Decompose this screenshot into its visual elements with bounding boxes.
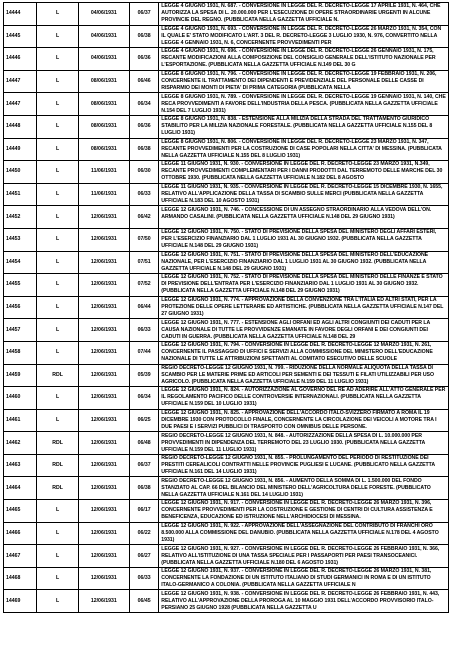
act-description-cell <box>159 183 449 206</box>
laws-table-body <box>4 3 449 613</box>
act-date-cell: 08/06/1931 <box>78 115 129 138</box>
act-date-cell: 04/06/1931 <box>78 25 129 48</box>
act-description-text: LEGGE 8 GIUGNO 1931, N. 796. - CONVERSIONE IN LEGGE DEL R. DECRETO-LEGGE 19 FEBBRAIO 1931, N. 206, CONCERNENTE IL TRATTAMENTO DEI DIPENDENTI E PREVIDENZIALE DEL PERSONALE DELLE CASSE DI RISPARMIO DEI MONTI DI PIETA' DI PRIMA CATEGORIA (PUBBLICATA NELLA <box>161 71 437 92</box>
act-description-cell <box>159 48 449 71</box>
act-date-cell: 12/06/1931 <box>78 500 129 523</box>
act-description-cell <box>159 522 449 545</box>
act-description-cell <box>159 319 449 342</box>
act-date-cell: 12/06/1931 <box>78 296 129 319</box>
act-description-cell <box>159 70 449 93</box>
act-description-text: REGIO DECRETO-LEGGE 12 GIUGNO 1931, N. 855. - PROLUNGAMENTO DEL PERIODO DI RESTITUZIONE DEI PRESTITI CEREALICOLI CONTRATTI NELLE PROVINCIE PUGLIESI E LUCANE. (PUBBLICATO NELLA GAZZETTA UFFICIALE N.161 DEL 14 LUGLIO 1931) <box>161 455 435 476</box>
act-type-cell: L <box>37 590 78 613</box>
table-row <box>4 70 449 93</box>
table-row <box>4 183 449 206</box>
act-type-cell: L <box>37 319 78 342</box>
act-type-cell: L <box>37 522 78 545</box>
act-code-cell: 06/38 <box>129 138 158 161</box>
act-description-cell <box>159 93 449 116</box>
act-description-cell <box>159 115 449 138</box>
row-number-cell: 14464 <box>4 477 37 500</box>
table-row <box>4 48 449 71</box>
row-number-cell: 14461 <box>4 409 37 432</box>
row-number-cell: 14449 <box>4 138 37 161</box>
act-type-cell: L <box>37 93 78 116</box>
act-description-text: REGIO DECRETO-LEGGE 12 GIUGNO 1931, N. 799. - RIDUZIONE DELLA NORMALE ALIQUOTA DELLA TASSA DI SCAMBIO PER LE MATERIE PRIME ED ARTICOLI PER SEMENTI E DEI TESSUTI E FILATI UTILIZZABILI PER USO AGRICOLO. (PUBBLICATA NELLA GAZZETTA UFFICIALE N.159 DEL 11 LUGLIO 1931) <box>161 364 434 385</box>
act-description-cell <box>159 3 449 26</box>
table-row <box>4 115 449 138</box>
table-row <box>4 228 449 251</box>
act-code-cell: 06/42 <box>129 206 158 229</box>
act-description-text: REGIO DECRETO-LEGGE 12 GIUGNO 1931, N. 856. - AUMENTO DELLA SOMMA DI L. 1.500.000 DEL FONDO STANZIATO AL CAP. 66 DEL BILANCIO DEL MINISTERO DELL'AGRICOLTURA DELLE FORESTE. (PUBBLICATO NELLA GAZZETTA UFFICIALE N.161 DEL 14 LUGLIO 1931) <box>161 477 431 498</box>
act-date-cell: 04/06/1931 <box>78 3 129 26</box>
act-date-cell: 12/06/1931 <box>78 567 129 590</box>
row-number-cell: 14456 <box>4 296 37 319</box>
act-date-cell: 12/06/1931 <box>78 387 129 410</box>
row-number-cell: 14458 <box>4 341 37 364</box>
act-description-cell <box>159 138 449 161</box>
act-code-cell: 06/34 <box>129 387 158 410</box>
act-code-cell: 06/27 <box>129 545 158 568</box>
act-type-cell: L <box>37 228 78 251</box>
row-number-cell: 14447 <box>4 93 37 116</box>
act-code-cell: 06/46 <box>129 70 158 93</box>
act-date-cell: 12/06/1931 <box>78 364 129 387</box>
row-number-cell: 14463 <box>4 454 37 477</box>
act-type-cell: L <box>37 387 78 410</box>
table-row <box>4 454 449 477</box>
act-date-cell: 12/06/1931 <box>78 274 129 297</box>
act-type-cell: L <box>37 115 78 138</box>
act-description-text: LEGGE 12 GIUGNO 1931, N. 752. - STATO DI PREVISIONE DELLA SPESA DEL MINISTERO DELLE FINANZE E STATO DI PREVISIONE DELL'ENTRATA PER L'ESERCIZIO FINANZIARIO DAL 1 LUGLIO 1931 AL 30 GIUGNO 1932. (PUBBLICATA NELLA GAZZETTA UFFICIALE N.148 DEL 29 GIUGNO 1931) <box>161 274 443 295</box>
act-description-text: LEGGE 4 GIUGNO 1931, N. 696. - CONVERSIONE IN LEGGE DEL R. DECRETO-LEGGE 26 GENNAIO 1931, N. 175, RECANTE MODIFICAZIONI ALLA COMPOSIZIONE DEL CONSIGLIO GENERALE DELL'ISTITUTO NAZIONALE PER L'ESPORTAZIONE. (PUBBLICATA NELLA GAZZETTA UFFICIALE N.149 DEL 30 G <box>161 48 436 69</box>
act-type-cell: L <box>37 251 78 274</box>
table-row <box>4 522 449 545</box>
act-description-cell <box>159 364 449 387</box>
act-description-cell <box>159 432 449 455</box>
act-description-text: LEGGE 4 GIUGNO 1931, N. 687. - CONVERSIONE IN LEGGE DEL R. DECRETO-LEGGE 17 APRILE 1931, N. 464, CHE AUTORIZZA LA SPESA DI L. 20.000.000 PER L'ESECUZIONE DI OPERE STRAORDINARIE URGENTI IN ALCUNE PROVINCIE DEL REGNO. (PUBBLICATA NELLA GAZZETTA UFFICIALE N. <box>161 3 441 24</box>
act-type-cell: L <box>37 183 78 206</box>
act-type-cell: L <box>37 3 78 26</box>
act-type-cell: L <box>37 341 78 364</box>
act-code-cell: 07/51 <box>129 251 158 274</box>
table-row <box>4 477 449 500</box>
act-date-cell: 12/06/1931 <box>78 206 129 229</box>
table-row <box>4 341 449 364</box>
act-code-cell: 06/38 <box>129 25 158 48</box>
row-number-cell: 14450 <box>4 161 37 184</box>
act-type-cell: L <box>37 500 78 523</box>
row-number-cell: 14447 <box>4 70 37 93</box>
act-type-cell: L <box>37 48 78 71</box>
act-description-text: LEGGE 11 GIUGNO 1931, N. 935. - CONVERSIONE IN LEGGE DEL R. DECRETO-LEGGE 15 DICEMBRE 1930, N. 1655, RELATIVO ALL'APPLICAZIONE DELLA TASSA DI SCAMBIO SULLE MERCI (PUBBLICATA NELLA GAZZETTA UFFICIALE N.183 DEL 10 AGOSTO 1931) <box>161 184 443 205</box>
act-code-cell: 06/45 <box>129 590 158 613</box>
act-description-text: LEGGE 12 GIUGNO 1931, N. 750. - STATO DI PREVISIONE DELLA SPESA DEL MINISTERO DEGLI AFFARI ESTERI, PER L'ESERCIZIO FINANZIARIO DAL 1 LUGLIO 1931 AL 30 GIUGNO 1932. (PUBBLICATA NELLA GAZZETTA UFFICIALE N.148 DEL 29 GIUGNO 1931) <box>161 229 437 250</box>
act-description-cell <box>159 590 449 613</box>
act-code-cell: 06/37 <box>129 454 158 477</box>
act-type-cell: L <box>37 274 78 297</box>
act-date-cell: 11/06/1931 <box>78 161 129 184</box>
table-row <box>4 432 449 455</box>
act-description-text: LEGGE 12 GIUGNO 1931, N. 922. - APPROVAZIONE DELL'ASSEGNAZIONE DEL CONTRIBUTO DI FRANCHI ORO 8.500.000 ALLA COMMISSIONE DEL DANUBIO. (PUBBLICATA NELLA GAZZETTA UFFICIALE N.178 DEL 4 AGOSTO 1931) <box>161 522 439 543</box>
act-description-cell <box>159 341 449 364</box>
row-number-cell: 14455 <box>4 274 37 297</box>
act-type-cell: RDL <box>37 432 78 455</box>
act-description-cell <box>159 25 449 48</box>
row-number-cell: 14469 <box>4 590 37 613</box>
act-code-cell: 07/44 <box>129 341 158 364</box>
row-number-cell: 14452 <box>4 206 37 229</box>
act-type-cell: RDL <box>37 364 78 387</box>
act-description-cell <box>159 161 449 184</box>
act-code-cell: 06/37 <box>129 3 158 26</box>
act-description-text: LEGGE 12 GIUGNO 1931, N. 751. - STATO DI PREVISIONE DELLA SPESA DEL MINISTERO DELL'EDUCAZIONE NAZIONALE, PER L'ESERCIZIO FINANZIARIO DAL 1 LUGLIO 1931 AL 30 GIUGNO 1932. (PUBBLICATA NELLA GAZZETTA UFFICIALE N.148 DEL 29 GIUGNO 1931) <box>161 251 429 272</box>
act-date-cell: 08/06/1931 <box>78 93 129 116</box>
act-description-text: LEGGE 11 GIUGNO 1931, N. 930. - CONVERSIONE IN LEGGE DEL R. DECRETO-LEGGE 23 MARZO 1931, N.349, RECANTE PROVVEDIMENTI COMPLEMENTARI PER I DANNI PRODOTTI DAL TERREMOTO DELLE MARCHE DEL 30 OTTOBRE 1930. (PUBBLICATA NELLA GAZZETTA UFFICIALE N.182 DEL 8 AGOSTO <box>161 161 443 182</box>
act-date-cell: 12/06/1931 <box>78 545 129 568</box>
row-number-cell: 14465 <box>4 500 37 523</box>
act-code-cell: 06/38 <box>129 477 158 500</box>
act-description-text: LEGGE 4 GIUGNO 1931, N. 693. - CONVERSIONE IN LEGGE DEL R. DECRETO-LEGGE 26 MARZO 1931, N. 354, CON IL QUALE E' STATO MODIFICATO L'ART. 3 DEL R. DECRETO-LEGGE 3 LUGLIO 1930, N. 976, CONVERTITO NELLA LEGGE 4 GENNAIO 1931, N. 6, CONCERNENTE PROVVEDIMENTI PER <box>161 25 442 46</box>
act-description-cell <box>159 296 449 319</box>
act-type-cell: L <box>37 70 78 93</box>
row-number-cell: 14453 <box>4 228 37 251</box>
act-description-text: LEGGE 8 GIUGNO 1931, N. 789. - CONVERSIONE IN LEGGE DEL R. DECRETO-LEGGE 19 GENNAIO 1931, N. 140, CHE RECA PROVVEDIMENTI A FAVORE DELL'INDUSTRIA DELLA PESCA. (PUBBLICATA NELLA GAZZETTA UFFICIALE N.154 DEL 7 LUGLIO 1931) <box>161 93 446 114</box>
act-description-cell <box>159 409 449 432</box>
act-date-cell: 12/06/1931 <box>78 228 129 251</box>
act-code-cell: 06/33 <box>129 567 158 590</box>
row-number-cell: 14451 <box>4 183 37 206</box>
act-type-cell: RDL <box>37 454 78 477</box>
act-description-cell <box>159 500 449 523</box>
act-description-cell <box>159 477 449 500</box>
table-row <box>4 93 449 116</box>
act-type-cell: L <box>37 545 78 568</box>
act-date-cell: 12/06/1931 <box>78 432 129 455</box>
row-number-cell: 14445 <box>4 25 37 48</box>
row-number-cell: 14459 <box>4 364 37 387</box>
act-date-cell: 12/06/1931 <box>78 341 129 364</box>
act-code-cell: 07/52 <box>129 274 158 297</box>
act-code-cell: 06/17 <box>129 500 158 523</box>
act-code-cell: 06/36 <box>129 48 158 71</box>
table-row <box>4 274 449 297</box>
act-date-cell: 12/06/1931 <box>78 477 129 500</box>
act-description-text: LEGGE 8 GIUGNO 1931, N. 806. - CONVERSIONE IN LEGGE DEL R. DECRETO-LEGGE 23 MARZO 1931, N. 347, RECANTE PROVVEDIMENTI PER LA COSTRUZIONE DI CASE POPOLARI NELLA CITTA' DI MESSINA. (PUBBLICATA NELLA GAZZETTA UFFICIALE N.155 DEL 8 LUGLIO 1931) <box>161 138 442 159</box>
row-number-cell: 14446 <box>4 48 37 71</box>
act-type-cell: L <box>37 296 78 319</box>
act-type-cell: L <box>37 567 78 590</box>
act-description-cell <box>159 206 449 229</box>
table-row <box>4 319 449 342</box>
act-description-text: REGIO DECRETO-LEGGE 12 GIUGNO 1931, N. 848. - AUTORIZZAZIONE DELLA SPESA DI L. 10.000.000 PER PROVVEDIMENTI IN DIPENDENZA DEL TERREMOTO DEL 23 LUGLIO 1930. (PUBBLICATA NELLA GAZZETTA UFFICIALE N.159 DEL 11 LUGLIO 1931) <box>161 432 426 453</box>
act-description-text: LEGGE 12 GIUGNO 1931, N. 927. - CONVERSIONE IN LEGGE DEL R. DECRETO-LEGGE 26 FEBBRAIO 1931, N. 366, RELATIVO ALL'ISTITUZIONE DI UNA TASSA SPECIALE PER I PASSAPORTI PER PAESI TRANSOCEANICI. (PUBBLICATA NELLA GAZZETTA UFFICIALE N.180 DEL 6 AGOSTO 1931) <box>161 545 440 566</box>
act-description-text: LEGGE 8 GIUGNO 1931, N. 838. - ESTENSIONE ALLA MILIZIA DELLA STRADA DEL TRATTAMENTO GIURIDICO STABILITO PER LA MILIZIA NAZIONALE FORESTALE. (PUBBLICATA NELLA GAZZETTA UFFICIALE N.155 DEL 8 LUGLIO 1931) <box>161 116 433 137</box>
row-number-cell: 14454 <box>4 251 37 274</box>
laws-table <box>3 2 449 613</box>
act-date-cell: 12/06/1931 <box>78 522 129 545</box>
act-description-text: LEGGE 12 GIUGNO 1931, N. 774. - APPROVAZIONE DELLA CONVENZIONE TRA L'ITALIA ED ALTRI STATI, PER LA PROTEZIONE DELLE OPERE LETTERARIE ED ARTISTICHE. (PUBBLICATA NELLA GAZZETTA UFFICIALE N.147 DEL 27 GIUGNO 1931) <box>161 297 444 318</box>
act-date-cell: 12/06/1931 <box>78 319 129 342</box>
row-number-cell: 14457 <box>4 319 37 342</box>
table-row <box>4 545 449 568</box>
act-type-cell: RDL <box>37 477 78 500</box>
act-description-cell <box>159 567 449 590</box>
act-description-cell <box>159 274 449 297</box>
table-row <box>4 3 449 26</box>
act-description-text: LEGGE 12 GIUGNO 1931, N. 794. - CONVERSIONE IN LEGGE DEL R. DECRETO-LEGGE 12 MARZO 1931, N. 261, CONCERNENTE IL PASSAGGIO DI UFFICI E SERVIZI ALLA COMMISSIONE DEL MINISTERO DELL'EDUCAZIONE NAZIONALE DI TUTTE LE ATTRIBUZIONI SPETTANTI AL COMITATO ESECUTIVO DELLE SCUOLE <box>161 342 433 363</box>
act-description-cell <box>159 251 449 274</box>
act-date-cell: 08/06/1931 <box>78 70 129 93</box>
act-code-cell: 05/39 <box>129 364 158 387</box>
row-number-cell: 14462 <box>4 432 37 455</box>
act-date-cell: 12/06/1931 <box>78 251 129 274</box>
act-description-cell <box>159 454 449 477</box>
act-date-cell: 12/06/1931 <box>78 454 129 477</box>
act-description-text: LEGGE 12 GIUGNO 1931, N. 825. - APPROVAZIONE DELL'ACCORDO ITALO-SVIZZERO FIRMATO A ROMA IL 19 DICEMBRE 1930 CON PROTOCOLLO FINALE, CONCERNENTE LA CIRCOLAZIONE DEI VEICOLI A MOTORE TRA I DUE PAESI E I SERVIZI PUBBLICI DI TRASPORTO CON OMNIBUS DELLE PERSONE. <box>161 409 437 430</box>
act-description-text: LEGGE 12 GIUGNO 1931, N. 937. - CONVERSIONE IN LEGGE DEL R. DECRETO-LEGGE 26 MARZO 1931, N. 381, CONCERNENTE LA FONDAZIONE DI UN ISTITUTO ITALIANO DI STUDI GERMANICI IN ROMA E DI UN ISTITUTO ITALO-GERMANICO A COLONIA. (PUBBLICATA NELLA GAZZETTA UFFICIALE N <box>161 568 432 589</box>
act-code-cell: 06/44 <box>129 296 158 319</box>
act-date-cell: 12/06/1931 <box>78 409 129 432</box>
act-description-cell <box>159 387 449 410</box>
act-description-text: LEGGE 12 GIUGNO 1931, N. 777. - ESTENSIONE AGLI ORFANI ED AGLI ALTRI CONGIUNTI DEI CADUTI PER LA CAUSA NAZIONALE DI TUTTE LE PROVVIDENZE EMANATE IN FAVORE DEGLI ORFANI E DEI CONGIUNTI DEI CADUTI IN GUERRA. (PUBBLICATA NELLA GAZZETTA UFFICIALE N.148 DEL 29 <box>161 319 431 340</box>
act-description-text: LEGGE 12 GIUGNO 1931, N. 746. - CONCESSIONE DI UN ASSEGNO STRAORDINARIO ALLA VEDOVA DELL'ON. ARMANDO CASALINI. (PUBBLICATA NELLA GAZZETTA UFFICIALE N.148 DEL 29 GIUGNO 1931) <box>161 206 432 220</box>
act-code-cell: 06/33 <box>129 183 158 206</box>
table-row <box>4 138 449 161</box>
row-number-cell: 14466 <box>4 522 37 545</box>
act-type-cell: L <box>37 206 78 229</box>
act-code-cell: 07/50 <box>129 228 158 251</box>
act-type-cell: L <box>37 409 78 432</box>
table-row <box>4 25 449 48</box>
table-row <box>4 409 449 432</box>
act-code-cell: 06/34 <box>129 93 158 116</box>
act-description-cell <box>159 228 449 251</box>
act-type-cell: L <box>37 25 78 48</box>
act-type-cell: L <box>37 161 78 184</box>
act-code-cell: 06/33 <box>129 319 158 342</box>
row-number-cell: 14460 <box>4 387 37 410</box>
table-row <box>4 296 449 319</box>
act-description-text: LEGGE 12 GIUGNO 1931, N. 917. - CONVERSIONE IN LEGGE DEL R. DECRETO-LEGGE 26 MARZO 1931, N. 396, CONCERNENTE PROVVEDIMENTI PER LA COSTRUZIONE E GESTIONE DI CENTRI DI CULTURA ASSISTENZA E BENEFICENZA, EDUCAZIONE ED ISTRUZIONE NELL'ARCHIDIOCESI DI MESSINA. <box>161 500 433 521</box>
act-description-text: LEGGE 12 GIUGNO 1931, N. 824. - AUTORIZZAZIONE AL GOVERNO DEL RE AD ADERIRE ALL'ATTO GENERALE PER IL REGOLAMENTO PACIFICO DELLE CONTROVERSIE INTERNAZIONALI. (PUBBLICATA NELLA GAZZETTA UFFICIALE N.159 DEL 10 LUGLIO 1931) <box>161 387 446 408</box>
row-number-cell: 14467 <box>4 545 37 568</box>
act-code-cell: 06/48 <box>129 432 158 455</box>
act-type-cell: L <box>37 138 78 161</box>
row-number-cell: 14468 <box>4 567 37 590</box>
row-number-cell: 14444 <box>4 3 37 26</box>
table-row <box>4 387 449 410</box>
act-date-cell: 11/06/1931 <box>78 183 129 206</box>
table-row <box>4 500 449 523</box>
act-code-cell: 06/25 <box>129 409 158 432</box>
act-date-cell: 12/06/1931 <box>78 590 129 613</box>
table-row <box>4 567 449 590</box>
act-description-text: LEGGE 12 GIUGNO 1931, N. 938. - CONVERSIONE IN LEGGE DEL R. DECRETO-LEGGE 26 FEBBRAIO 1931, N. 443, RELATIVO ALL'APPROVAZIONE DELLA PROROGA AL 10 MAGGIO 1931 DELL'ACCORDO PROVVISORIO ITALO-PERSIANO 25 GIUGNO 1928 (PUBBLICATA NELLA GAZZETTA U <box>161 590 440 611</box>
table-row <box>4 590 449 613</box>
table-row <box>4 206 449 229</box>
act-code-cell: 06/22 <box>129 522 158 545</box>
act-code-cell: 06/36 <box>129 115 158 138</box>
table-row <box>4 161 449 184</box>
table-row <box>4 364 449 387</box>
act-description-cell <box>159 545 449 568</box>
row-number-cell: 14448 <box>4 115 37 138</box>
table-row <box>4 251 449 274</box>
act-code-cell: 06/30 <box>129 161 158 184</box>
act-date-cell: 08/06/1931 <box>78 138 129 161</box>
act-date-cell: 04/06/1931 <box>78 48 129 71</box>
